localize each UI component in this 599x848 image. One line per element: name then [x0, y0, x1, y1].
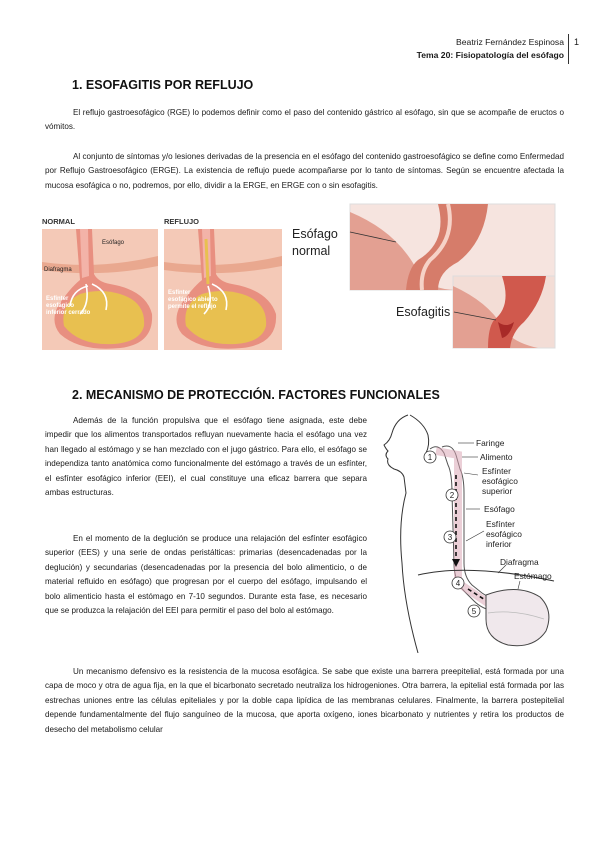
label-eei-1: Esfínter: [486, 519, 515, 529]
header-divider: [568, 34, 569, 64]
label-estomago: Estómago: [514, 571, 552, 581]
label-ees-2: esofágico: [482, 476, 518, 486]
label-closed-1: Esfínter: [46, 296, 69, 302]
label-esofago: Esófago: [102, 240, 125, 246]
label-closed-3: inferior cerrado: [46, 310, 91, 316]
figure-reflux-title: REFLUJO: [164, 217, 200, 226]
section1-title: 1. ESOFAGITIS POR REFLUJO: [72, 78, 254, 92]
section2-paragraph-2: En el momento de la deglución se produce una relajación del esfínter esofágico superior (EES) y una serie de ondas peristálticas: primarias (desencadenadas por la deglución) y secundarias (desencadenadas por la presencia del bolo alimenticio, o de material refluido en esófago) que progresan por el cuerpo del esófago, impulsando el bolo alimenticio hasta el estómago en 7-10 segundos. Durante esta fase, es necesario que se produzca la relajación del EEI para permitir el paso del bolo al estómago.: [45, 534, 367, 616]
page-number: 1: [574, 37, 580, 47]
header-topic: [417, 50, 564, 60]
section2-title: 2. MECANISMO DE PROTECCIÓN. FACTORES FUNCIONALES: [72, 388, 440, 402]
label-faringe: Faringe: [476, 438, 505, 448]
label-alimento: Alimento: [480, 452, 513, 462]
step-5: 5: [471, 607, 477, 616]
step-1: 1: [427, 453, 433, 462]
label-ees-3: superior: [482, 486, 513, 496]
esophagitis-figure: [288, 202, 558, 350]
section1-paragraph-2: Al conjunto de síntomas y/o lesiones derivadas de la presencia en el esófago del contenido gastroesofágico se define como Enfermedad por Reflujo Gastroesofágico (ERGE). La existencia de reflujo puede acompañarse por lo tanto de síntomas. Según se encuentre afectada la mucosa esofágica o no, podremos, por ello, dividir a la ERGE, en ERGE con o sin esofagitis.: [45, 152, 564, 190]
head-outline: [384, 415, 418, 653]
label-open-1: Esfínter: [168, 290, 191, 296]
reflux-panel: [164, 229, 282, 350]
label-open-2: esofágico abierto: [168, 297, 218, 303]
label-eei-3: inferior: [486, 539, 512, 549]
label-diafragma: Diafragma: [44, 267, 72, 273]
label-closed-2: esofágico: [46, 303, 75, 309]
label-open-3: permite el reflujo: [168, 304, 217, 310]
label-esofago-normal-2: normal: [292, 244, 331, 258]
header-author: Beatriz Fernández Espinosa: [456, 37, 564, 47]
label-eei-2: esofágico: [486, 529, 522, 539]
header-topic-title: : Fisiopatología del esófago: [450, 50, 564, 60]
section2-paragraph-3: Un mecanismo defensivo es la resistencia de la mucosa esofágica. Se sabe que existe una barrera preepitelial, está formada por una capa de moco y otra de agua fija, en la que el bicarbonato secretado neutraliza los hidrogeniones. Otra barrera, la epitelial está formada por las estrechas uniones entre las células epiteliales y por la doble capa lipídica de las membranas celulares. Finalmente, la barrera postepitelial depende fundamentalmente del flujo sanguíneo de la mucosa, que aporta oxígeno, iones bicarbonato y nutrientes y retira los productos de desecho del metabolismo celular: [45, 667, 564, 734]
label-esofago-normal-1: Esófago: [292, 227, 338, 241]
label-esofagitis: Esofagitis: [396, 305, 451, 319]
figure-normal-title: NORMAL: [42, 217, 75, 226]
label-ees-1: Esfínter: [482, 466, 511, 476]
section2-paragraph-1: Además de la función propulsiva que el esófago tiene asignada, este debe impedir que los alimentos transportados refluyan nuevamente hacia el esófago una vez han llegado al estómago y se han mezclado con el jugo gástrico. Para ello, el esófago se independiza tanto anatómica como funcionalmente del estómago a través de un esfínter, el esfínter esofágico inferior (EEI), el cual constituye una eficaz barrera que separa ambas estructuras.: [45, 416, 367, 498]
swallowing-diagram: [378, 413, 566, 653]
step-2: 2: [449, 491, 455, 500]
header-topic-label: Tema 20: [416, 50, 451, 60]
label-diafragma: Diafragma: [500, 557, 539, 567]
label-esofago: Esófago: [484, 504, 515, 514]
normal-panel: [42, 229, 158, 350]
section1-paragraph-1: El reflujo gastroesofágico (RGE) lo podemos definir como el paso del contenido gástrico al esófago, sin que se acompañe de eructos o vómitos.: [45, 108, 564, 132]
reflux-comparison-figure: [40, 214, 284, 352]
step-4: 4: [455, 579, 461, 588]
step-3: 3: [447, 533, 453, 542]
